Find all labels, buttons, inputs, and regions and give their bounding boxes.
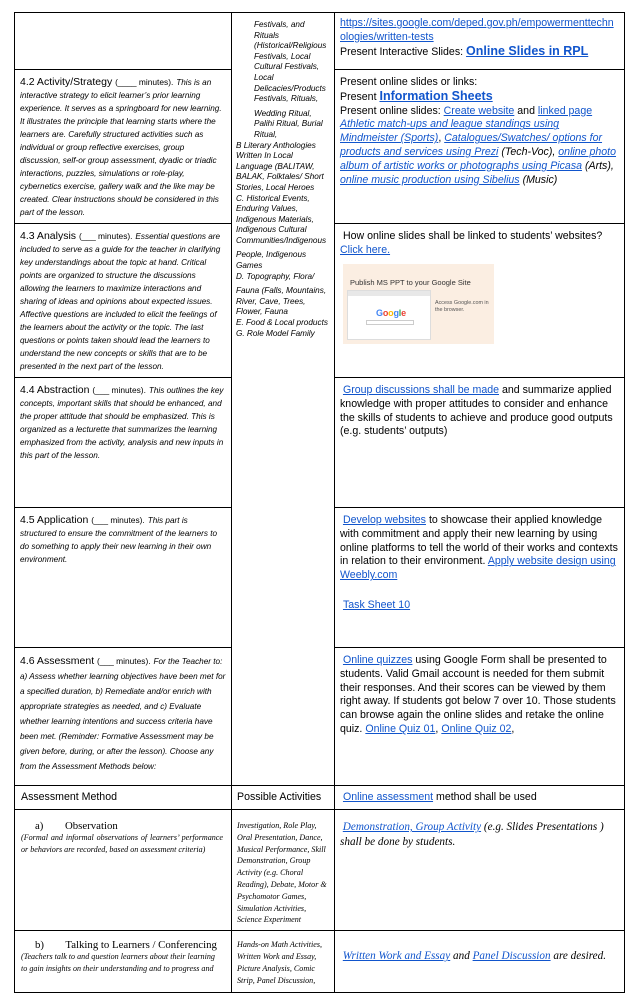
task-sheet-link[interactable]: Task Sheet 10 bbox=[342, 598, 411, 611]
activity-cell bbox=[15, 70, 232, 224]
header-method-text: method shall be used bbox=[436, 790, 537, 803]
analysis-cell bbox=[15, 224, 232, 378]
photo-album-link[interactable]: online photo album of artistic works or photographs using Picasa bbox=[340, 145, 617, 172]
topic-line: People, Indigenous Games bbox=[236, 250, 307, 271]
activity-title: 4.2 Activity/Strategy bbox=[20, 76, 113, 88]
activity-minutes: (____ minutes). bbox=[115, 77, 174, 87]
topics-cell bbox=[232, 13, 335, 786]
header-method: Assessment Method bbox=[15, 786, 232, 810]
assessment-minutes: (___ minutes). bbox=[97, 656, 151, 666]
thumbnail-title: Publish MS PPT to your Google Site bbox=[350, 277, 471, 287]
header-activities: Possible Activities bbox=[232, 786, 335, 810]
logo-letter: l bbox=[398, 307, 402, 318]
browser-bar bbox=[348, 291, 430, 296]
conferencing-activities-cell bbox=[232, 931, 335, 993]
weebly-design-link[interactable]: Apply website design using Weebly.com bbox=[340, 555, 616, 582]
table-row bbox=[15, 931, 625, 993]
assessment-text: using Google Form shall be presented to students. Valid Gmail account is needed for them submit their responses. And their scores can be viewed by them right away. If students got below 7 over 10. Those students can browse again the online slides and retake the online quiz. bbox=[340, 654, 616, 735]
application-title: 4.5 Application bbox=[20, 514, 89, 526]
assessment-resources-cell bbox=[335, 648, 625, 786]
logo-letter: o bbox=[382, 307, 389, 318]
demonstration-link[interactable]: Demonstration, Group Activity bbox=[342, 821, 482, 833]
conferencing-cell bbox=[15, 931, 232, 993]
table-row bbox=[15, 13, 625, 70]
topic-line: Rituals bbox=[254, 30, 280, 40]
abstraction-minutes: (___ minutes). bbox=[92, 385, 146, 395]
header-online-assessment bbox=[335, 786, 625, 810]
conferencing-online-cell bbox=[335, 931, 625, 993]
online-quiz-01-link[interactable]: Online Quiz 01 bbox=[365, 722, 436, 735]
music-text: (Music) bbox=[522, 173, 558, 186]
logo-letter: g bbox=[393, 307, 399, 318]
abstraction-description: This outlines the key concepts, important skills that should be enhanced, and the proper attitude that should be emphasized. This is organized as a lecturette that summarizes the learning emphasized from the activity, analysis and new inputs in this part of the lesson. bbox=[20, 386, 224, 460]
google-logo bbox=[376, 307, 406, 321]
assessment-description: For the Teacher to: a) Assess whether learning objectives have been met for a specified duration, b) Remediate and/or enrich with appropriate strategies as needed, and c) Evaluate whether learning intentions and success criteria have been met. (Reminder: Formative Assessment may be given before, during, or after the lesson). Choose any from the Assessment Methods below: bbox=[20, 657, 226, 771]
music-production-link[interactable]: online music production using Sibelius bbox=[340, 173, 520, 186]
analysis-title: 4.3 Analysis bbox=[20, 230, 77, 242]
comma-text: , bbox=[435, 722, 439, 735]
analysis-minutes: (___ minutes). bbox=[78, 231, 133, 241]
panel-discussion-link[interactable]: Panel Discussion bbox=[472, 950, 551, 963]
conferencing-label: b) Talking to Learners / Conferencing bbox=[35, 939, 217, 952]
written-tests-link[interactable]: https://sites.google.com/deped.gov.ph/empowermenttechnologies/written-tests bbox=[340, 17, 614, 43]
click-here-link[interactable]: Click here. bbox=[340, 243, 391, 256]
observation-activities-cell bbox=[232, 810, 335, 931]
topic-line: E. Food & Local products bbox=[236, 318, 328, 328]
topic-line: C. Historical Events, Enduring Values, Indigenous Materials, Indigenous Cultural Communities/Indigenous bbox=[236, 193, 327, 245]
logo-letter: e bbox=[401, 307, 406, 318]
present-slides-text: Present online slides or links: bbox=[340, 76, 478, 88]
application-cell bbox=[15, 508, 232, 648]
arts-text: (Arts), bbox=[584, 159, 614, 172]
application-text: to showcase their applied knowledge with commitment and apply their new learning by using online platforms to tell the world of their works and contexts in relation to their environment. bbox=[340, 514, 618, 568]
table-row bbox=[15, 810, 625, 931]
linked-page-link[interactable]: linked page bbox=[537, 104, 593, 117]
application-resources-cell bbox=[335, 508, 625, 648]
table-header-row bbox=[15, 786, 625, 810]
present-prefix: Present bbox=[340, 90, 377, 103]
online-slides-link[interactable]: Online Slides in RPL bbox=[466, 43, 589, 58]
abstraction-title: 4.4 Abstraction bbox=[20, 384, 90, 396]
abstraction-resources-cell bbox=[335, 378, 625, 508]
observation-online-cell bbox=[335, 810, 625, 931]
develop-websites-link[interactable]: Develop websites bbox=[342, 514, 426, 526]
linking-question: How online slides shall be linked to students’ websites? bbox=[342, 230, 603, 242]
information-sheets-link[interactable]: Information Sheets bbox=[379, 88, 493, 103]
assessment-title: 4.6 Assessment bbox=[20, 655, 95, 667]
desired-text: are desired. bbox=[553, 950, 607, 963]
thumbnail-caption: Access Google.com in the browser. bbox=[435, 299, 489, 313]
lesson-plan-table bbox=[14, 12, 625, 993]
assessment-cell bbox=[15, 648, 232, 786]
browser-screenshot bbox=[347, 290, 431, 340]
observation-cell bbox=[15, 810, 232, 931]
abstraction-text: and summarize applied knowledge with proper attitudes to consider and enhance the skills of students to achieve and produce good outputs (e.g. students’ outputs) bbox=[340, 384, 613, 438]
topic-line: D. Topography, Flora/ bbox=[236, 271, 315, 281]
observation-activities: Investigation, Role Play, Oral Presentation, Dance, Musical Performance, Skill Demonstration, Group Activity (e.g. Choral Reading), Debate, Motor & Psychomotor Games, Simulation Activities, Science Experiment bbox=[237, 821, 327, 925]
topic-line: Wedding Ritual, Palihi Ritual, Burial Ritual, bbox=[254, 108, 323, 139]
logo-letter: G bbox=[376, 307, 383, 318]
written-work-link[interactable]: Written Work and Essay bbox=[342, 950, 451, 963]
resources-cell bbox=[335, 13, 625, 70]
search-box bbox=[366, 320, 414, 325]
online-quizzes-link[interactable]: Online quizzes bbox=[342, 654, 413, 666]
activity-description: This is an interactive strategy to elicit learner’s prior learning experience. It serves as a springboard for new learning. It illustrates the principle that learning starts where the learners are. Carefully structured activities such as individual or group reflective exercises, group discussion, self-or group assessment, dyadic or triadic interactions, puzzles, simulations or role-play, cybernetics exercise, gallery walk and the like may be created. Clear instructions should be considered in this part of the lesson. bbox=[20, 78, 222, 217]
create-website-link[interactable]: Create website bbox=[443, 104, 515, 117]
topic-line: Fauna (Falls, Mountains, River, Cave, Trees, Flower, Fauna bbox=[236, 286, 327, 317]
abstraction-cell bbox=[15, 378, 232, 508]
present-online-slides-text: Present online slides: bbox=[340, 104, 441, 117]
publish-ppt-thumbnail[interactable] bbox=[343, 264, 494, 344]
athletic-matchups-link[interactable]: Athletic match-ups and league standings using Mindmeister (Sports) bbox=[340, 118, 560, 145]
and-text: and bbox=[453, 950, 470, 963]
topic-line: Festivals, and bbox=[254, 20, 305, 29]
observation-description: (Formal and informal observations of learners’ performance or behaviors are recorded, based on assessment criteria) bbox=[21, 833, 223, 854]
online-quiz-02-link[interactable]: Online Quiz 02 bbox=[441, 722, 512, 735]
and-text: and bbox=[517, 104, 535, 117]
activity-resources-cell: Present online slides or links: Present Information Sheets Present online slides: Create website and linked page Athletic match-ups and league standings using Mindmeister (Sports), Catalogues/Swatches/ options for products and services using Prezi (Tech-Voc), online photo album of artistic works or photographs using Picasa (Arts), online music production using Sibelius (Music) bbox=[335, 70, 625, 224]
topic-line: B Literary Anthologies Written In Local Language (BALITAW, BALAK, Folktales/ Short Stories, Local Heroes bbox=[236, 140, 324, 192]
analysis-description: Essential questions are included to serve as a guide for the teacher in clarifying key understandings about the topic at hand. Critical points are organized to structure the discussions allowing the learners to maximize interactions and sharing of ideas and opinions about expected issues. Affective questions are included to elicit the feelings of the learners about the activity or the topic. The last questions or points taken should lead the learners to understand the new concepts or skills that are to be presented in the next part of the lesson. bbox=[20, 232, 221, 371]
slides-prefix: Present Interactive Slides: bbox=[340, 45, 464, 58]
analysis-resources-cell bbox=[335, 224, 625, 378]
logo-letter: o bbox=[388, 307, 394, 318]
techvoc-text: (Tech-Voc), bbox=[501, 145, 556, 158]
observation-label: a) Observation bbox=[35, 820, 118, 832]
conferencing-activities: Hands-on Math Activities, Written Work and Essay, Picture Analysis, Comic Strip, Panel Discussion, bbox=[237, 940, 323, 985]
online-assessment-link[interactable]: Online assessment bbox=[342, 790, 434, 803]
comma-text: , bbox=[511, 722, 515, 735]
application-description: This part is structured to ensure the commitment of the learners to do something to apply their new learning in their own environment. bbox=[20, 516, 218, 564]
catalogues-link[interactable]: Catalogues/Swatches/ options for products and services using Prezi bbox=[340, 132, 603, 158]
topic-line: G. Role Model Family bbox=[236, 328, 315, 338]
group-discussions-link[interactable]: Group discussions shall be made bbox=[342, 384, 499, 396]
observation-text: (e.g. Slides Presentations ) shall be done by students. bbox=[340, 821, 604, 848]
topic-line: (Historical/Religious Festivals, Local Cultural Festivals, Local Delicacies/Products Festivals, Rituals, bbox=[254, 41, 327, 104]
empty-cell bbox=[15, 13, 232, 70]
conferencing-description: (Teachers talk to and question learners about their learning to gain insights on their understanding and to progress and bbox=[21, 952, 215, 973]
application-minutes: (___ minutes). bbox=[91, 515, 145, 525]
topics-list bbox=[236, 20, 330, 339]
